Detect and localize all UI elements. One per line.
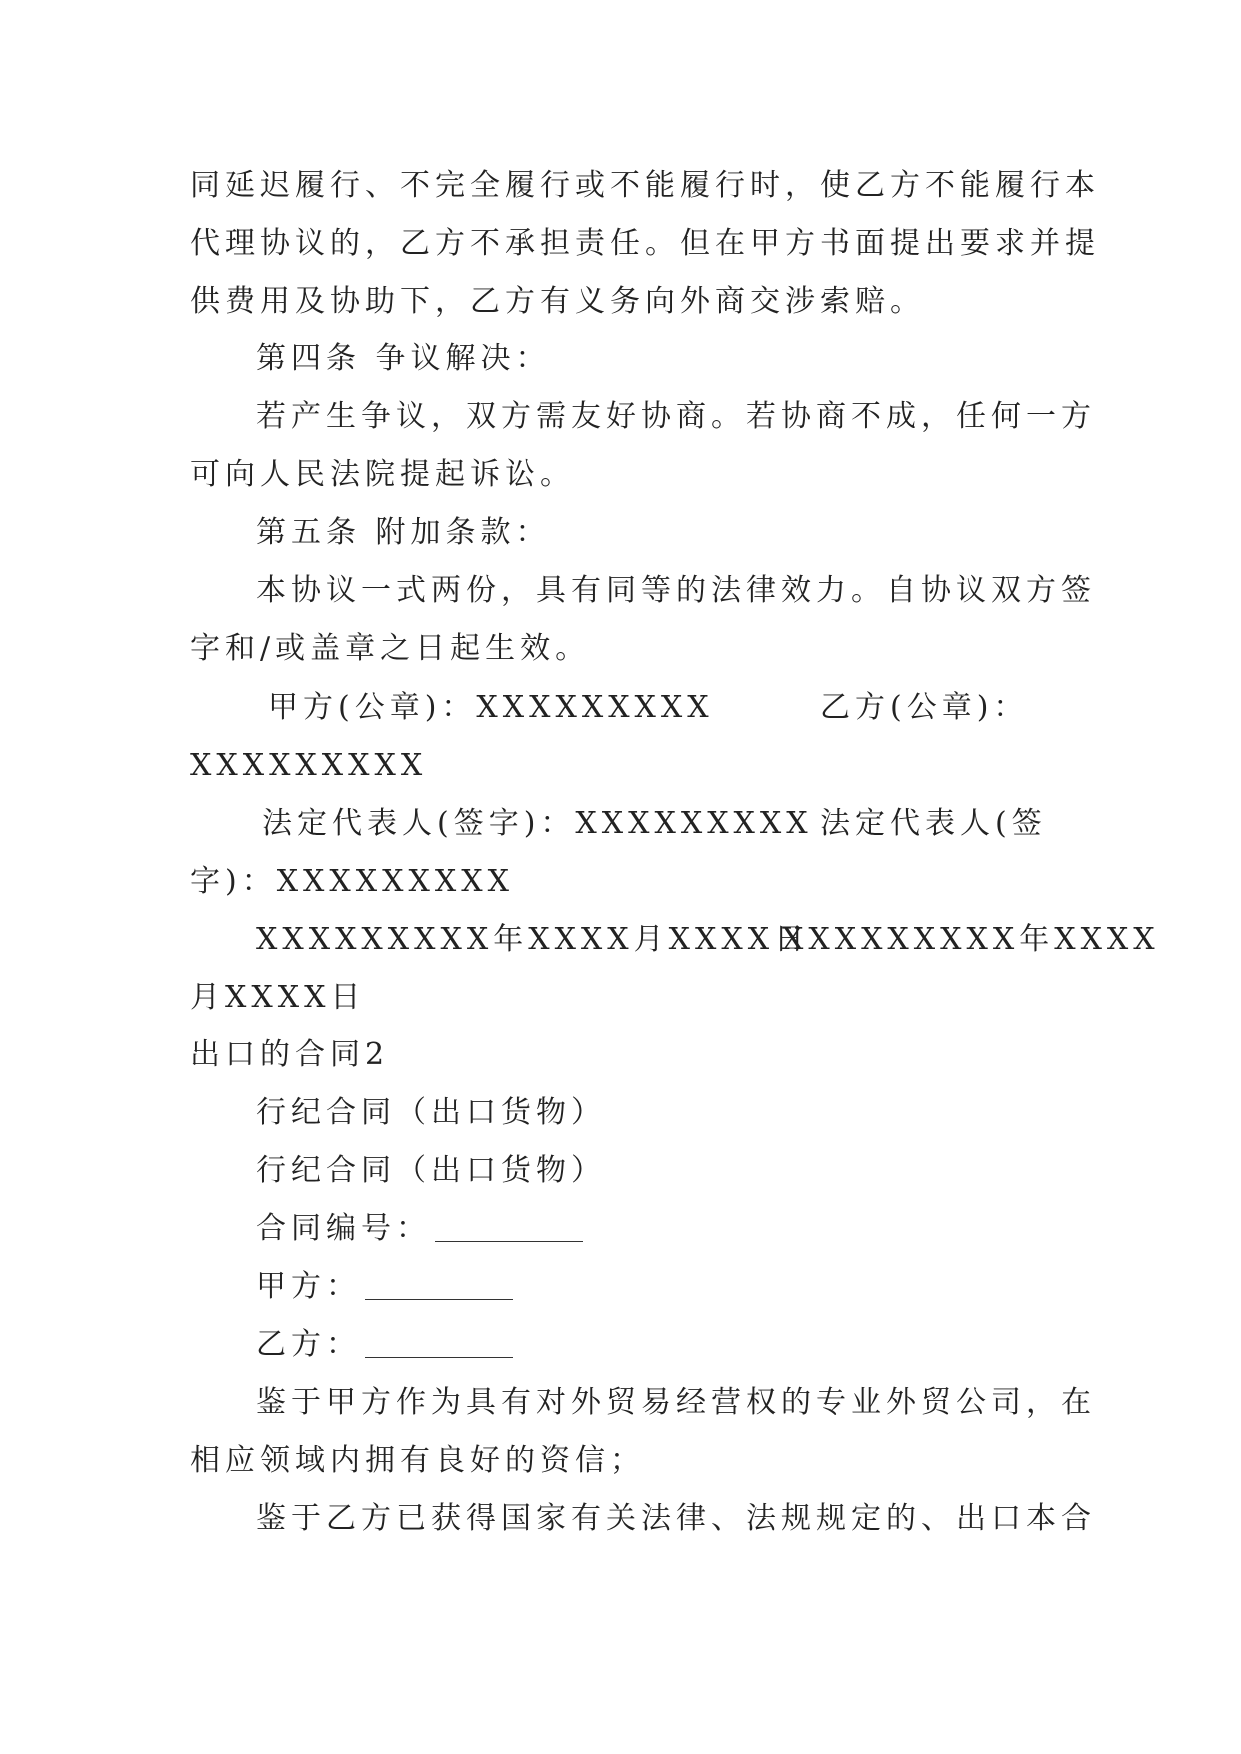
party-a-label: 甲方： (256, 1269, 361, 1304)
signature-value: XXXXXXXXX (190, 748, 428, 783)
paragraph-line: 相应领域内拥有良好的资信； (190, 1443, 645, 1478)
party-a-seal-label: 甲方(公章)：XXXXXXXXX (268, 690, 714, 725)
contract-title: 行纪合同（出口货物） (256, 1095, 606, 1130)
party-b-date: XXXXXXXXX年XXXX (782, 922, 1160, 957)
contract-number-blank (435, 1213, 583, 1242)
party-b-label: 乙方： (256, 1327, 361, 1362)
party-b-blank (365, 1329, 513, 1358)
party-b-seal-label: 乙方(公章)： (820, 690, 1029, 725)
paragraph-line: 鉴于乙方已获得国家有关法律、法规规定的、出口本合 (256, 1501, 1096, 1536)
paragraph-line: 本协议一式两份，具有同等的法律效力。自协议双方签 (256, 573, 1096, 608)
party-b-row (256, 1325, 513, 1365)
contract-number-label: 合同编号： (256, 1211, 431, 1246)
contract-number-row (256, 1209, 583, 1249)
article-heading: 第四条 争议解决： (256, 341, 551, 376)
paragraph-line: 代理协议的，乙方不承担责任。但在甲方书面提出要求并提 (190, 226, 1100, 261)
paragraph-line: 可向人民法院提起诉讼。 (190, 457, 575, 492)
paragraph-line: 字和/或盖章之日起生效。 (190, 631, 591, 666)
date-continuation: 月XXXX日 (190, 980, 366, 1015)
contract-title: 行纪合同（出口货物） (256, 1153, 606, 1188)
party-b-representative-label: 法定代表人(签 (820, 806, 1047, 841)
paragraph-line: 供费用及协助下，乙方有义务向外商交涉索赔。 (190, 284, 925, 319)
signature-value: 字)：XXXXXXXXX (190, 864, 514, 899)
party-a-row (256, 1267, 513, 1307)
party-a-representative-label: 法定代表人(签字)：XXXXXXXXX (262, 806, 813, 841)
section-title: 出口的合同2 (190, 1037, 390, 1072)
paragraph-line: 同延迟履行、不完全履行或不能履行时，使乙方不能履行本 (190, 168, 1100, 203)
paragraph-line: 若产生争议，双方需友好协商。若协商不成，任何一方 (256, 399, 1096, 434)
paragraph-line: 鉴于甲方作为具有对外贸易经营权的专业外贸公司，在 (256, 1385, 1096, 1420)
article-heading: 第五条 附加条款： (256, 515, 551, 550)
party-a-blank (365, 1271, 513, 1300)
party-a-date: XXXXXXXXX年XXXX月XXXX日 (256, 922, 810, 957)
